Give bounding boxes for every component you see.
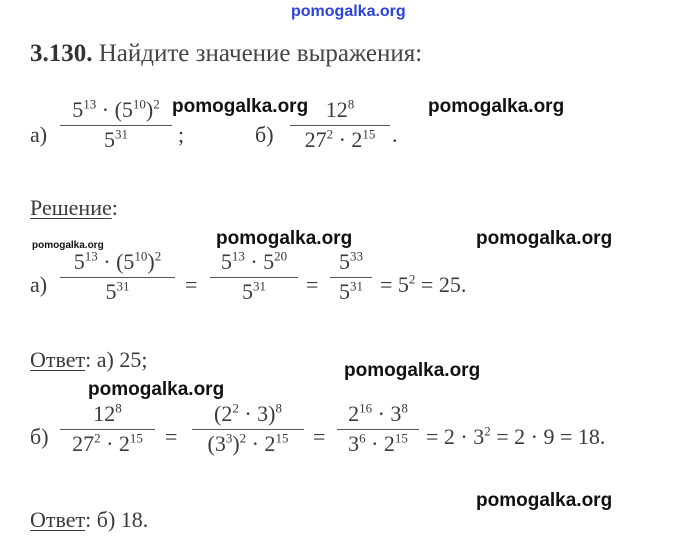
- watermark: pomogalka.org: [476, 490, 613, 511]
- solution-b-numerator-3: $2^{16} \cdot 3^8$: [348, 400, 408, 426]
- solution-b-label: б): [30, 424, 49, 449]
- solution-a-label: а): [30, 272, 48, 297]
- solution-b-fraction-2: [192, 402, 304, 456]
- solution-b-fraction-1: [60, 402, 155, 456]
- solution-a-numerator-1: $5^{13} \cdot (5^{10})^2$: [73, 248, 162, 274]
- solution-a-fraction-3: [330, 250, 372, 304]
- watermark: pomogalka.org: [428, 96, 565, 117]
- problem-b-denominator: $27^2 \cdot 2^{15}$: [304, 126, 376, 152]
- solution-a-tail: = 5: [380, 272, 409, 297]
- problem-text: Найдите значение выражения:: [98, 40, 423, 67]
- problem-a-semicolon: ;: [178, 122, 185, 147]
- solution-b-denominator-2: $(3^3)^2 \cdot 2^{15}$: [207, 430, 289, 456]
- solution-a-value: = 25.: [415, 272, 467, 297]
- solution-a-tail-exponent: 2: [408, 271, 416, 287]
- solution-a-fraction-2: [210, 250, 298, 304]
- equals-sign: =: [306, 272, 319, 297]
- equals-sign: =: [185, 272, 198, 297]
- watermark: pomogalka.org: [32, 240, 104, 251]
- equals-sign: =: [165, 424, 178, 449]
- solution-b-tail-exponent: 2: [484, 423, 491, 439]
- solution-a-numerator-3: $5^{33}$: [339, 248, 363, 274]
- solution-a-denominator-3: $5^{31}$: [339, 278, 363, 304]
- answer-b-value: : б) 18.: [85, 507, 149, 532]
- solution-a-numerator-2: $5^{13} \cdot 5^{20}$: [220, 248, 288, 274]
- answer-a: [30, 347, 147, 373]
- problem-a-denominator: $5^{31}$: [104, 126, 128, 152]
- problem-a-numerator: $5^{13} \cdot (5^{10})^2$: [72, 96, 160, 122]
- solution-b-fraction-3: [337, 402, 419, 456]
- problem-part-a-label: а): [30, 122, 48, 147]
- solution-a-denominator-1: $5^{31}$: [105, 278, 130, 304]
- answer-a-value: : а) 25;: [85, 347, 148, 372]
- equals-sign: =: [313, 424, 326, 449]
- watermark: pomogalka.org: [88, 379, 225, 400]
- solution-heading-colon: :: [111, 195, 118, 220]
- solution-b-tail: = 2 · 3: [426, 424, 485, 449]
- watermark: pomogalka.org: [172, 96, 309, 117]
- solution-a-denominator-2: $5^{31}$: [242, 278, 266, 304]
- problem-heading: [30, 40, 422, 68]
- solution-b-result: [426, 424, 605, 450]
- problem-number: 3.130.: [30, 40, 93, 67]
- solution-b-denominator-1: $27^2 \cdot 2^{15}$: [72, 430, 143, 456]
- watermark: pomogalka.org: [344, 360, 481, 381]
- problem-part-b-label: б): [255, 122, 274, 147]
- problem-b-numerator: $12^8$: [325, 96, 355, 122]
- solution-b-denominator-3: $3^6 \cdot 2^{15}$: [348, 430, 408, 456]
- solution-b-value: = 2 · 9 = 18.: [490, 424, 606, 449]
- problem-b-period: .: [392, 122, 398, 147]
- solution-b-numerator-2: $(2^2 \cdot 3)^8$: [214, 400, 282, 426]
- answer-label: Ответ: [30, 507, 86, 532]
- solution-a-fraction-1: [60, 250, 175, 304]
- answer-label: Ответ: [30, 347, 86, 372]
- solution-a-result: [380, 272, 466, 298]
- solution-heading-text: Решение: [30, 195, 112, 220]
- problem-a-fraction: [60, 98, 172, 152]
- watermark: pomogalka.org: [476, 228, 613, 249]
- solution-b-numerator-1: $12^8$: [93, 400, 122, 426]
- watermark: pomogalka.org: [216, 228, 353, 249]
- solution-heading: [30, 195, 118, 221]
- answer-b: [30, 507, 148, 533]
- watermark-top[interactable]: pomogalka.org: [291, 3, 406, 20]
